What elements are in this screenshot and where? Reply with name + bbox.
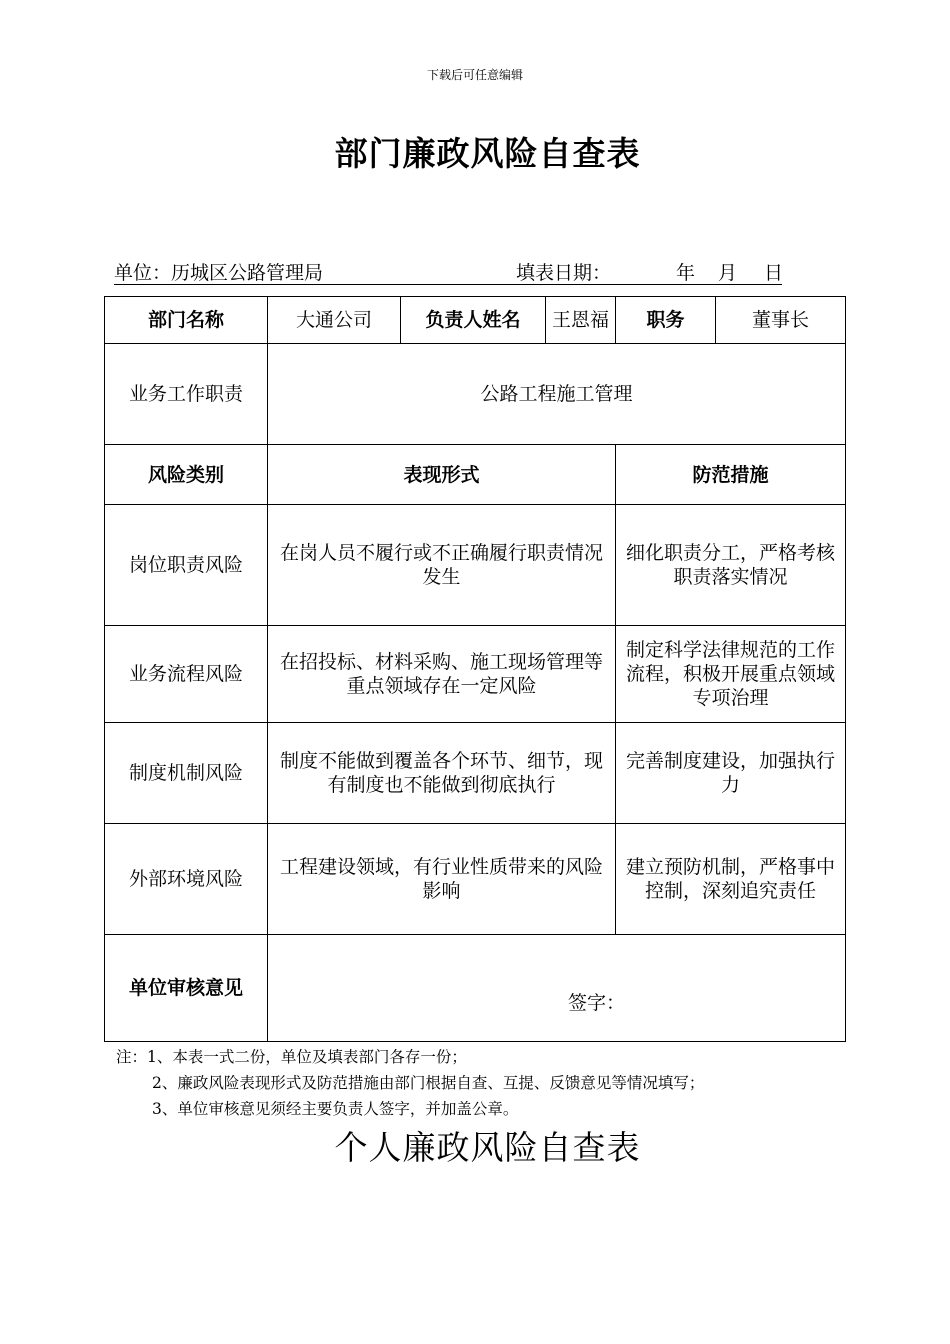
signature-label: 签字： <box>568 992 626 1014</box>
risk-category: 岗位职责风险 <box>105 505 268 626</box>
page-title: 部门廉政风险自查表 <box>334 134 641 173</box>
unit-name: 单位：历城区公路管理局 <box>114 262 324 284</box>
risk-category: 制度机制风险 <box>105 723 268 824</box>
risk-manifestation: 在岗人员不履行或不正确履行职责情况发生 <box>268 505 616 626</box>
risk-manifestation: 工程建设领域，有行业性质带来的风险影响 <box>268 824 616 935</box>
day-label: 日 <box>764 262 784 284</box>
note-line: 注：1、本表一式二份，单位及填表部门各存一份； <box>116 1048 467 1066</box>
risk-prevention: 建立预防机制，严格事中控制，深刻追究责任 <box>616 824 846 935</box>
risk-manifestation: 制度不能做到覆盖各个环节、细节，现有制度也不能做到彻底执行 <box>268 723 616 824</box>
table-row <box>105 626 846 723</box>
dept-info-row <box>105 297 846 344</box>
table-row <box>105 824 846 935</box>
year-label: 年 <box>676 262 696 284</box>
risk-category: 业务流程风险 <box>105 626 268 723</box>
prevention-header: 防范措施 <box>616 445 846 505</box>
risk-category: 外部环境风险 <box>105 824 268 935</box>
header-note: 下载后可任意编辑 <box>426 68 523 82</box>
risk-manifestation: 在招投标、材料采购、施工现场管理等重点领域存在一定风险 <box>268 626 616 723</box>
position-value: 董事长 <box>716 297 846 344</box>
dept-name-label: 部门名称 <box>105 297 268 344</box>
review-label: 单位审核意见 <box>105 935 268 1042</box>
review-content <box>268 935 846 1042</box>
unit-date-line <box>114 258 782 285</box>
duty-value: 公路工程施工管理 <box>268 344 846 445</box>
note-line: 3、单位审核意见须经主要负责人签字，并加盖公章。 <box>152 1100 519 1118</box>
duty-label: 业务工作职责 <box>105 344 268 445</box>
review-row <box>105 935 846 1042</box>
position-label: 职务 <box>616 297 716 344</box>
column-header-row <box>105 445 846 505</box>
dept-name-value: 大通公司 <box>268 297 401 344</box>
table-row <box>105 505 846 626</box>
leader-name-value: 王恩福 <box>546 297 616 344</box>
risk-prevention: 制定科学法律规范的工作流程，积极开展重点领域专项治理 <box>616 626 846 723</box>
second-title: 个人廉政风险自查表 <box>334 1128 641 1167</box>
duty-row <box>105 344 846 445</box>
note-line: 2、廉政风险表现形式及防范措施由部门根据自查、互提、反馈意见等情况填写； <box>152 1074 705 1092</box>
leader-name-label: 负责人姓名 <box>401 297 546 344</box>
month-label: 月 <box>718 262 738 284</box>
fill-date-label: 填表日期： <box>516 262 612 284</box>
manifestation-header: 表现形式 <box>268 445 616 505</box>
risk-prevention: 完善制度建设，加强执行力 <box>616 723 846 824</box>
risk-category-header: 风险类别 <box>105 445 268 505</box>
risk-prevention: 细化职责分工，严格考核职责落实情况 <box>616 505 846 626</box>
self-check-table <box>104 296 846 1042</box>
table-row <box>105 723 846 824</box>
footnotes <box>116 1044 704 1122</box>
